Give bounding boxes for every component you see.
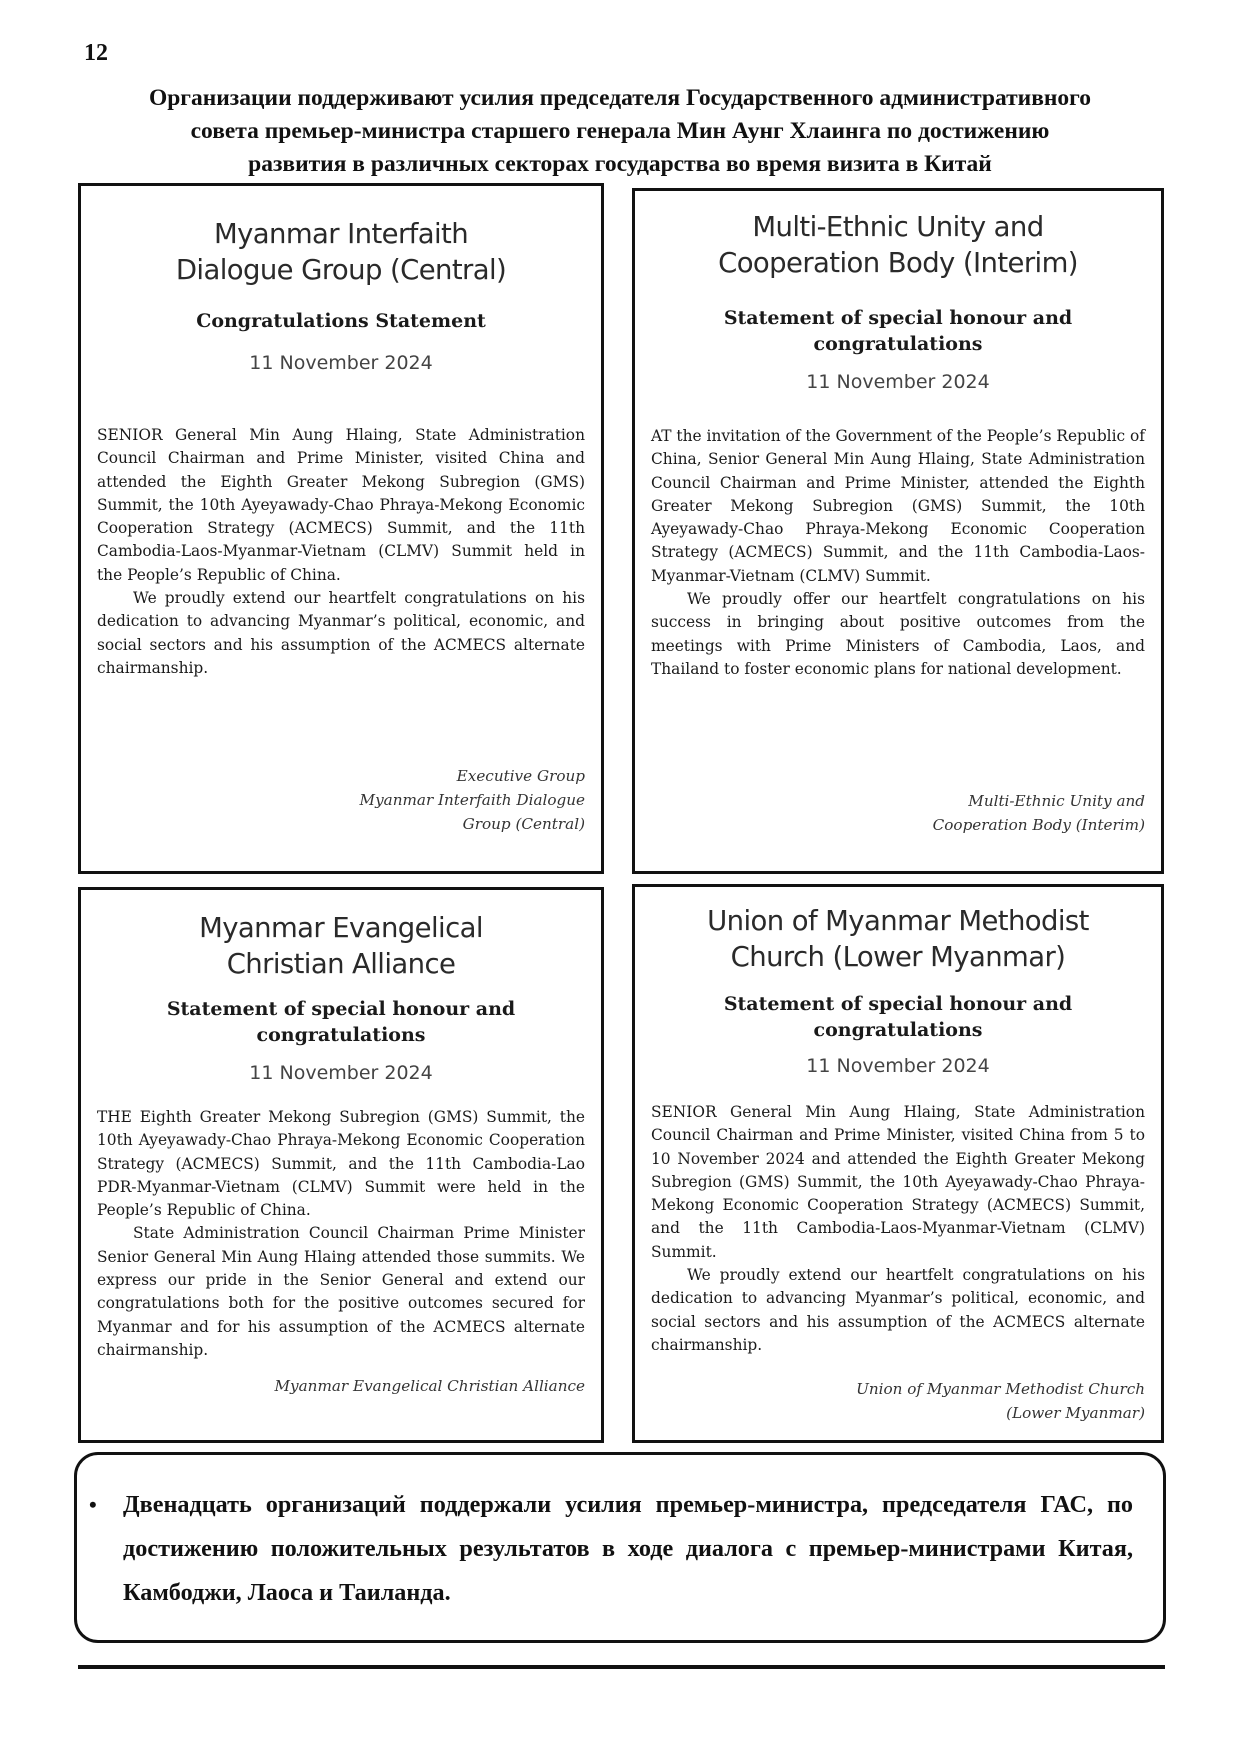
statement-card-methodist xyxy=(632,884,1164,1443)
statement-paragraph: SENIOR General Min Aung Hlaing, State Administration Council Chairman and Prime Minister, visited China and attended the Eighth Greater Mekong Subregion (GMS) Summit, the 10th Ayeyawady-Chao Phraya-Mekong Economic Cooperation Strategy (ACMECS) Summit, and the 11th Cambodia-Laos-Myanmar-Vietnam (CLMV) Summit held in the People’s Republic of China. xyxy=(97,426,585,584)
statement-date: 11 November 2024 xyxy=(806,1055,990,1077)
statement-paragraph: We proudly extend our heartfelt congratulations on his dedication to advancing Myanmar’s political, economic, and social sectors and his assumption of the ACMECS alternate chairmanship. xyxy=(651,1266,1145,1354)
statement-date: 11 November 2024 xyxy=(249,1062,433,1084)
statement-type: Statement of special honour and congratulations xyxy=(723,307,1073,355)
summary-item xyxy=(89,1483,1133,1615)
statement-card-interfaith xyxy=(78,183,604,874)
statement-type: Congratulations Statement xyxy=(196,310,486,332)
statement-paragraph: We proudly offer our heartfelt congratulations on his success in bringing about positive outcomes from the meetings with Prime Ministers of Cambodia, Laos, and Thailand to foster economic plans for national development. xyxy=(651,590,1145,678)
signature-line: Multi-Ethnic Unity and xyxy=(968,792,1145,810)
statement-type: Statement of special honour and congratulations xyxy=(723,993,1073,1041)
page-title-line: развития в различных секторах государства во время визита в Китай xyxy=(248,151,992,177)
statement-paragraph: AT the invitation of the Government of the People’s Republic of China, Senior General Min Aung Hlaing, State Administration Council Chairman and Prime Minister, attended the Eighth Greater Mekong Subregion (GMS) Summit, the 10th Ayeyawady-Chao Phraya-Mekong Economic Cooperation Strategy (ACMECS) Summit, and the 11th Cambodia-Laos-Myanmar-Vietnam (CLMV) Summit. xyxy=(651,427,1145,585)
statement-paragraph: We proudly extend our heartfelt congratulations on his dedication to advancing Myanmar’s political, economic, and social sectors and his assumption of the ACMECS alternate chairmanship. xyxy=(97,589,585,677)
statement-signature xyxy=(360,764,585,836)
statement-paragraph: THE Eighth Greater Mekong Subregion (GMS) Summit, the 10th Ayeyawady-Chao Phraya-Mekong Economic Cooperation Strategy (ACMECS) Summit, and the 11th Cambodia-Lao PDR-Myanmar-Vietnam (CLMV) Summit were held in the People’s Republic of China. xyxy=(97,1108,585,1220)
org-name: Union of Myanmar Methodist Church (Lower Myanmar) xyxy=(707,905,1089,973)
statement-card-multi-ethnic xyxy=(632,188,1164,874)
summary-box xyxy=(74,1452,1166,1643)
statement-body xyxy=(651,425,1145,681)
statement-type: Statement of special honour and congratulations xyxy=(166,998,516,1046)
page-title-line: Организации поддерживают усилия председателя Государственного административного xyxy=(148,85,1092,111)
signature-line: Myanmar Interfaith Dialogue xyxy=(359,791,585,809)
statement-signature xyxy=(933,789,1145,837)
org-name: Myanmar Interfaith Dialogue Group (Central) xyxy=(175,218,507,286)
statement-date: 11 November 2024 xyxy=(806,371,990,393)
signature-line: Group (Central) xyxy=(462,815,585,833)
page-number: 12 xyxy=(84,40,108,66)
statement-signature xyxy=(275,1374,586,1398)
signature-line: (Lower Myanmar) xyxy=(1006,1404,1145,1422)
statement-paragraph: SENIOR General Min Aung Hlaing, State Administration Council Chairman and Prime Minister, visited China from 5 to 10 November 2024 and attended the Eighth Greater Mekong Subregion (GMS) Summit, the 10th Ayeyawady-Chao Phraya-Mekong Economic Cooperation Strategy (ACMECS) Summit, and the 11th Cambodia-Laos-Myanmar-Vietnam (CLMV) Summit. xyxy=(651,1103,1145,1261)
bullet-marker: • xyxy=(89,1492,97,1517)
org-name: Myanmar Evangelical Christian Alliance xyxy=(199,912,483,980)
signature-line: Cooperation Body (Interim) xyxy=(932,816,1145,834)
statement-paragraph: State Administration Council Chairman Prime Minister Senior General Min Aung Hlaing attended those summits. We express our pride in the Senior General and extend our congratulations both for the positive outcomes secured for Myanmar and for his assumption of the ACMECS alternate chairmanship. xyxy=(97,1224,585,1359)
statement-date: 11 November 2024 xyxy=(249,352,433,374)
signature-line: Myanmar Evangelical Christian Alliance xyxy=(274,1377,585,1395)
page-title-line: совета премьер-министра старшего генерала Мин Аунг Хлаинга по достижению xyxy=(190,118,1050,144)
org-name: Multi-Ethnic Unity and Cooperation Body (Interim) xyxy=(718,211,1078,279)
page-title xyxy=(90,82,1150,181)
statement-body xyxy=(97,424,585,680)
bottom-divider xyxy=(78,1665,1165,1669)
signature-line: Union of Myanmar Methodist Church xyxy=(856,1380,1145,1398)
summary-text: Двенадцать организаций поддержали усилия премьер-министра, председателя ГАС, по достижению положительных результатов в ходе диалога с премьер-министрами Китая, Камбоджи, Лаоса и Таиланда. xyxy=(123,1491,1133,1606)
statement-body xyxy=(651,1101,1145,1357)
statement-card-evangelical xyxy=(78,887,604,1443)
statement-signature xyxy=(856,1377,1145,1425)
signature-line: Executive Group xyxy=(456,767,585,785)
statement-body xyxy=(97,1106,585,1362)
